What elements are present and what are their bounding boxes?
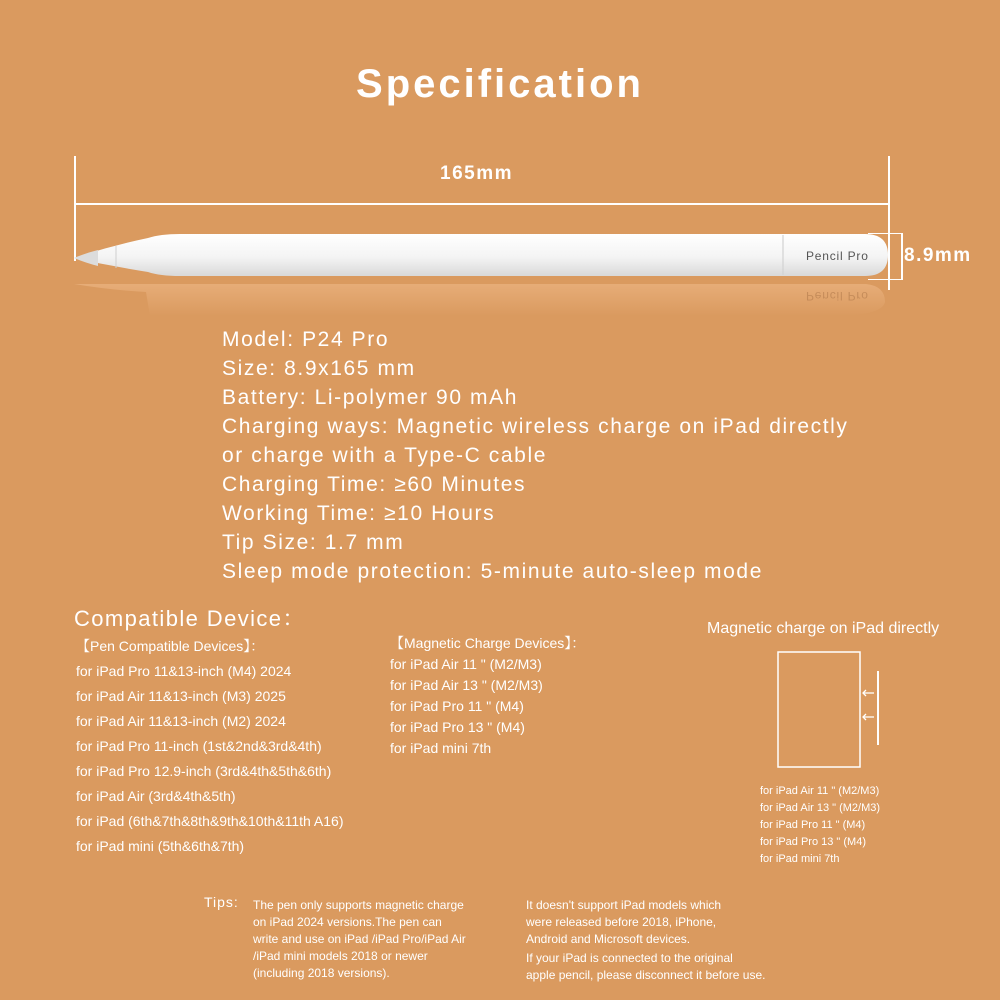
tips-line: It doesn't support iPad models which [526, 898, 722, 912]
list-item: for iPad Air 11&13-inch (M3) 2025 [76, 688, 286, 704]
spec-working-time: Working Time: ≥10 Hours [222, 502, 496, 525]
list-item: for iPad Air (3rd&4th&5th) [76, 788, 236, 804]
list-item: for iPad mini 7th [760, 853, 840, 865]
pen-compatible-heading: 【Pen Compatible Devices】： [76, 638, 265, 654]
list-item: for iPad Air 11&13-inch (M2) 2024 [76, 713, 286, 729]
pen-compatible-list [76, 634, 343, 859]
tips-line: apple pencil, please disconnect it before use. [526, 968, 766, 982]
spec-charging-ways: Charging ways: Magnetic wireless charge on iPad directly [222, 415, 849, 438]
spec-model: Model: P24 Pro [222, 328, 390, 351]
spec-tip-size: Tip Size: 1.7 mm [222, 531, 405, 554]
list-item: for iPad Pro 12.9-inch (3rd&4th&5th&6th) [76, 763, 332, 779]
spec-sleep-mode: Sleep mode protection: 5-minute auto-sleep mode [222, 560, 763, 583]
magnetic-charge-list [390, 633, 585, 759]
list-item: for iPad Pro 11&13-inch (M4) 2024 [76, 663, 292, 679]
list-item: for iPad Pro 11 " (M4) [760, 819, 866, 831]
diagram-device-list [760, 783, 880, 868]
arrow-left-icon [863, 690, 874, 696]
tips-line: The pen only supports magnetic charge [253, 898, 464, 912]
length-label: 165mm [440, 163, 513, 184]
page-title: Specification [356, 62, 644, 106]
list-item: for iPad Pro 11 " (M4) [390, 698, 524, 714]
tips-line: Android and Microsoft devices. [526, 932, 691, 946]
diameter-label: 8.9mm [904, 245, 972, 266]
tips-line: were released before 2018, iPhone, [526, 915, 717, 929]
list-item: for iPad (6th&7th&8th&9th&10th&11th A16) [76, 813, 344, 829]
spec-battery: Battery: Li-polymer 90 mAh [222, 386, 519, 409]
spec-size: Size: 8.9x165 mm [222, 357, 416, 380]
tips-right-text [526, 897, 826, 984]
spec-charging-ways-cont: or charge with a Type-C cable [222, 444, 547, 467]
list-item: for iPad mini 7th [390, 740, 492, 756]
pencil-engraving-reflection: Pencil Pro [806, 289, 869, 303]
ipad-outline-icon [778, 652, 860, 767]
tips-left-text [253, 897, 513, 982]
length-dimension-line [74, 203, 890, 205]
tips-line: If your iPad is connected to the original [526, 951, 733, 965]
list-item: for iPad Air 11 " (M2/M3) [760, 785, 880, 797]
list-item: for iPad Air 13 " (M2/M3) [760, 802, 881, 814]
list-item: for iPad Pro 13 " (M4) [390, 719, 525, 735]
tips-line: write and use on iPad /iPad Pro/iPad Air [253, 932, 466, 946]
list-item: for iPad mini (5th&6th&7th) [76, 838, 245, 854]
diagram-title: Magnetic charge on iPad directly [707, 620, 940, 637]
pencil-engraving: Pencil Pro [806, 249, 869, 263]
arrow-left-icon [863, 714, 874, 720]
list-item: for iPad Air 11 " (M2/M3) [390, 656, 542, 672]
diameter-vertical-line [901, 233, 903, 280]
list-item: for iPad Air 13 " (M2/M3) [390, 677, 543, 693]
ipad-charging-diagram [770, 645, 890, 775]
list-item: for iPad Pro 11-inch (1st&2nd&3rd&4th) [76, 738, 322, 754]
magnetic-charge-heading: 【Magnetic Charge Devices】： [390, 635, 586, 651]
tips-line: (including 2018 versions). [253, 966, 390, 980]
compatible-heading: Compatible Device： [74, 606, 306, 631]
tips-line: on iPad 2024 versions.The pen can [253, 915, 442, 929]
spec-charging-time: Charging Time: ≥60 Minutes [222, 473, 527, 496]
tips-label: Tips: [204, 894, 239, 910]
tips-line: /iPad mini models 2018 or newer [253, 949, 428, 963]
pencil-image [70, 228, 900, 320]
list-item: for iPad Pro 13 " (M4) [760, 836, 866, 848]
